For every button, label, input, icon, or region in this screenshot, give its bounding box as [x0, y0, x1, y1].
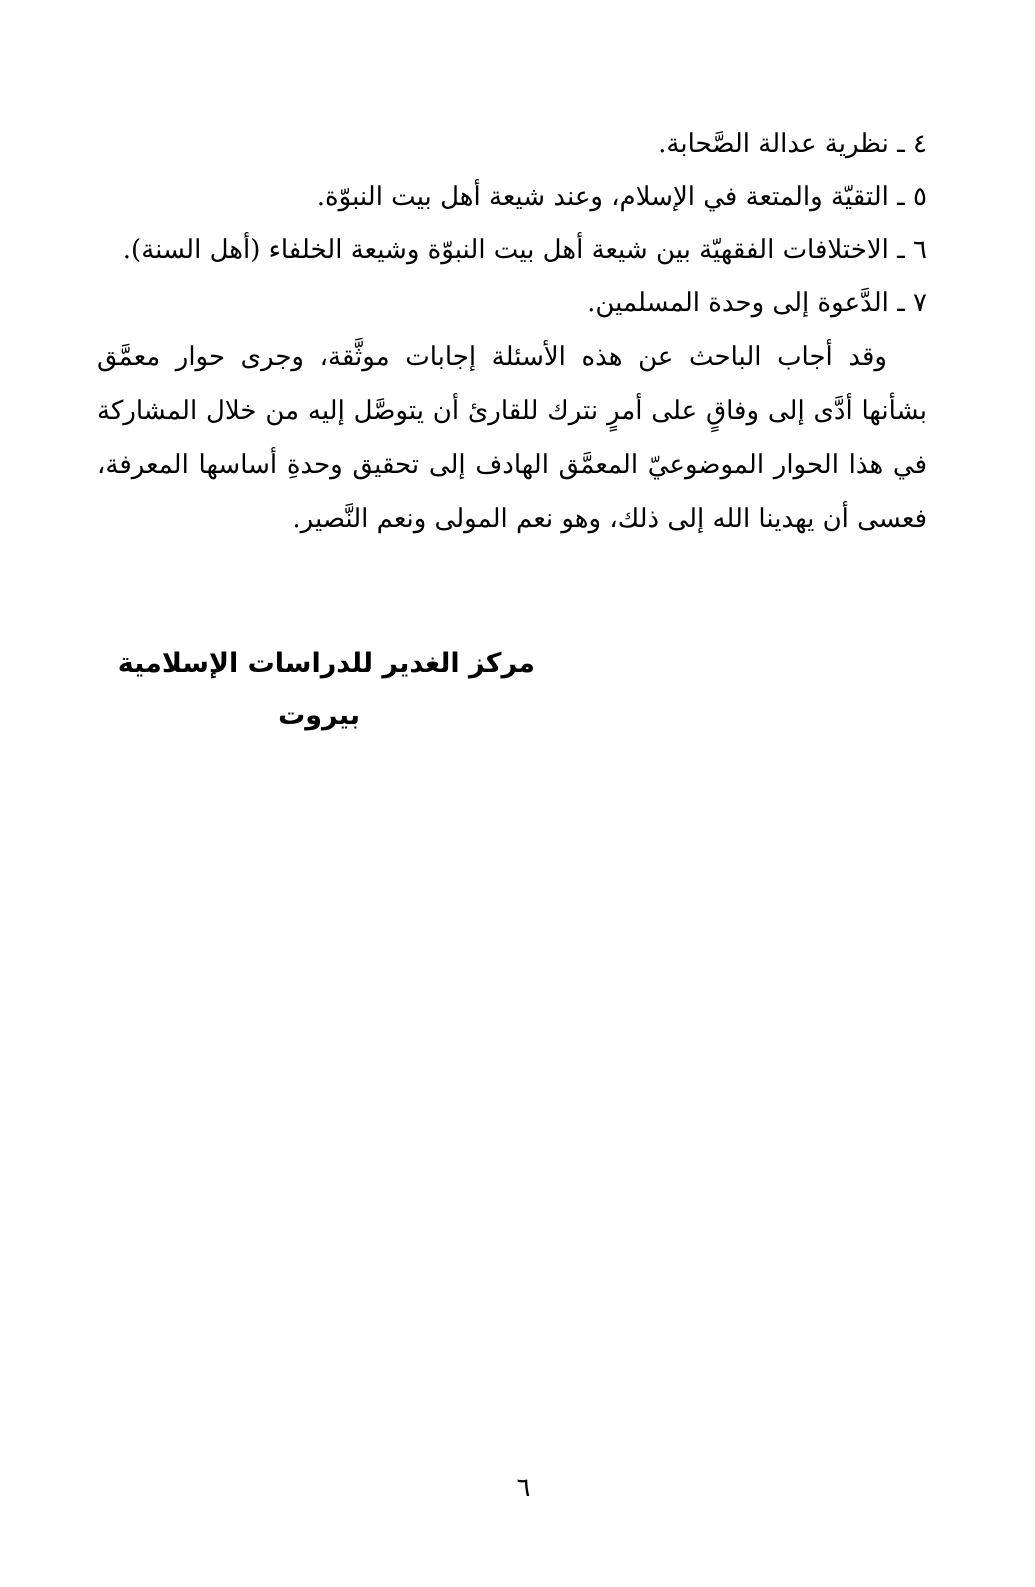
list-item: ٥ ـ التقيّة والمتعة في الإسلام، وعند شيعة أهل بيت النبوّة.	[316, 182, 927, 212]
signature-block	[117, 640, 535, 744]
list-item: ٧ ـ الدَّعوة إلى وحدة المسلمين.	[587, 288, 927, 318]
paragraph-line: في هذا الحوار الموضوعيّ المعمَّق الهادف إلى تحقيق وحدةِ أساسها المعرفة،	[97, 450, 927, 480]
numbered-list	[97, 118, 927, 330]
paragraph-line: فعسى أن يهدينا الله إلى ذلك، وهو نعم المولى ونعم النَّصير.	[292, 504, 927, 534]
list-item: ٤ ـ نظرية عدالة الصَّحابة.	[658, 129, 927, 159]
list-item: ٦ ـ الاختلافات الفقهيّة بين شيعة أهل بيت النبوّة وشيعة الخلفاء (أهل السنة).	[122, 235, 927, 265]
page-number: ٦	[516, 1473, 531, 1503]
paragraph-line: بشأنها أدَّى إلى وفاقٍ على أمرٍ نترك للقارئ أن يتوصَّل إليه من خلال المشاركة	[97, 396, 927, 426]
body-paragraph	[97, 330, 927, 546]
paragraph-line: وقد أجاب الباحث عن هذه الأسئلة إجابات موثَّقة، وجرى حوار معمَّق	[97, 342, 887, 372]
city-name: بيروت	[278, 700, 360, 731]
organization-name: مركز الغدير للدراسات الإسلامية	[117, 648, 535, 679]
